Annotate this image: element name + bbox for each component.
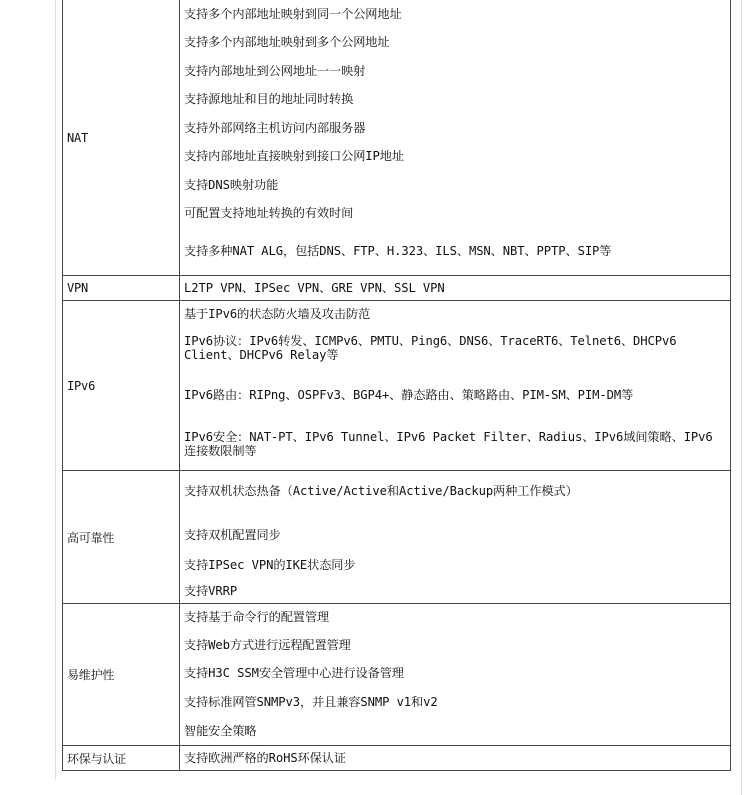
category-cell: IPv6 xyxy=(63,301,180,471)
category-cell: 易维护性 xyxy=(63,604,180,746)
category-cell: NAT xyxy=(63,0,180,276)
feature-item: L2TP VPN、IPSec VPN、GRE VPN、SSL VPN xyxy=(184,281,445,295)
feature-item: IPv6路由：RIPng、OSPFv3、BGP4+、静态路由、策略路由、PIM-SM、PIM-DM等 xyxy=(184,388,634,402)
feature-item: 支持多个内部地址映射到多个公网地址 xyxy=(184,35,390,49)
feature-item: 支持基于命令行的配置管理 xyxy=(184,610,330,624)
feature-item: 智能安全策略 xyxy=(184,723,257,738)
feature-item: 支持内部地址到公网地址一一映射 xyxy=(184,63,366,78)
feature-item: 支持多个内部地址映射到同一个公网地址 xyxy=(184,7,402,21)
feature-item: 支持DNS映射功能 xyxy=(184,177,279,192)
table-row-maintainability xyxy=(63,604,731,746)
left-margin-line xyxy=(55,0,56,780)
feature-item: 支持双机配置同步 xyxy=(184,528,281,542)
feature-item: 支持IPSec VPN的IKE状态同步 xyxy=(184,558,356,572)
feature-item: 支持VRRP xyxy=(184,584,238,598)
feature-item: 可配置支持地址转换的有效时间 xyxy=(184,206,354,220)
feature-item: 支持Web方式进行远程配置管理 xyxy=(184,637,351,652)
feature-item: 支持标准网管SNMPv3，并且兼容SNMP v1和v2 xyxy=(184,694,438,709)
feature-item: 支持H3C SSM安全管理中心进行设备管理 xyxy=(184,666,404,680)
feature-item: 支持多种NAT ALG，包括DNS、FTP、H.323、ILS、MSN、NBT、PPTP、SIP等 xyxy=(184,244,612,258)
features-cell xyxy=(180,301,731,471)
feature-item: 支持源地址和目的地址同时转换 xyxy=(184,92,354,106)
feature-item: 支持欧洲严格的RoHS环保认证 xyxy=(184,751,346,765)
category-cell: VPN xyxy=(63,276,180,301)
feature-item: 基于IPv6的状态防火墙及攻击防范 xyxy=(184,306,371,321)
features-cell xyxy=(180,746,731,771)
feature-item: IPv6安全：NAT-PT、IPv6 Tunnel、IPv6 Packet Filter、Radius、IPv6域间策略、IPv6连接数限制等 xyxy=(184,430,713,458)
table-row-nat xyxy=(63,0,731,276)
features-cell xyxy=(180,604,731,746)
table-row-certification xyxy=(63,746,731,771)
feature-item: 支持内部地址直接映射到接口公网IP地址 xyxy=(184,149,404,163)
feature-spec-table xyxy=(62,0,731,771)
right-margin-line xyxy=(741,0,742,795)
category-cell: 环保与认证 xyxy=(63,746,180,771)
category-cell: 高可靠性 xyxy=(63,471,180,604)
features-cell xyxy=(180,471,731,604)
table-row-vpn xyxy=(63,276,731,301)
feature-item: 支持双机状态热备（Active/Active和Active/Backup两种工作模式） xyxy=(184,484,578,498)
table-row-ipv6 xyxy=(63,301,731,471)
table-row-reliability xyxy=(63,471,731,604)
features-cell xyxy=(180,0,731,276)
feature-item: 支持外部网络主机访问内部服务器 xyxy=(184,120,366,135)
features-cell xyxy=(180,276,731,301)
feature-item: IPv6协议：IPv6转发、ICMPv6、PMTU、Ping6、DNS6、TraceRT6、Telnet6、DHCPv6 Client、DHCPv6 Relay等 xyxy=(184,334,677,362)
